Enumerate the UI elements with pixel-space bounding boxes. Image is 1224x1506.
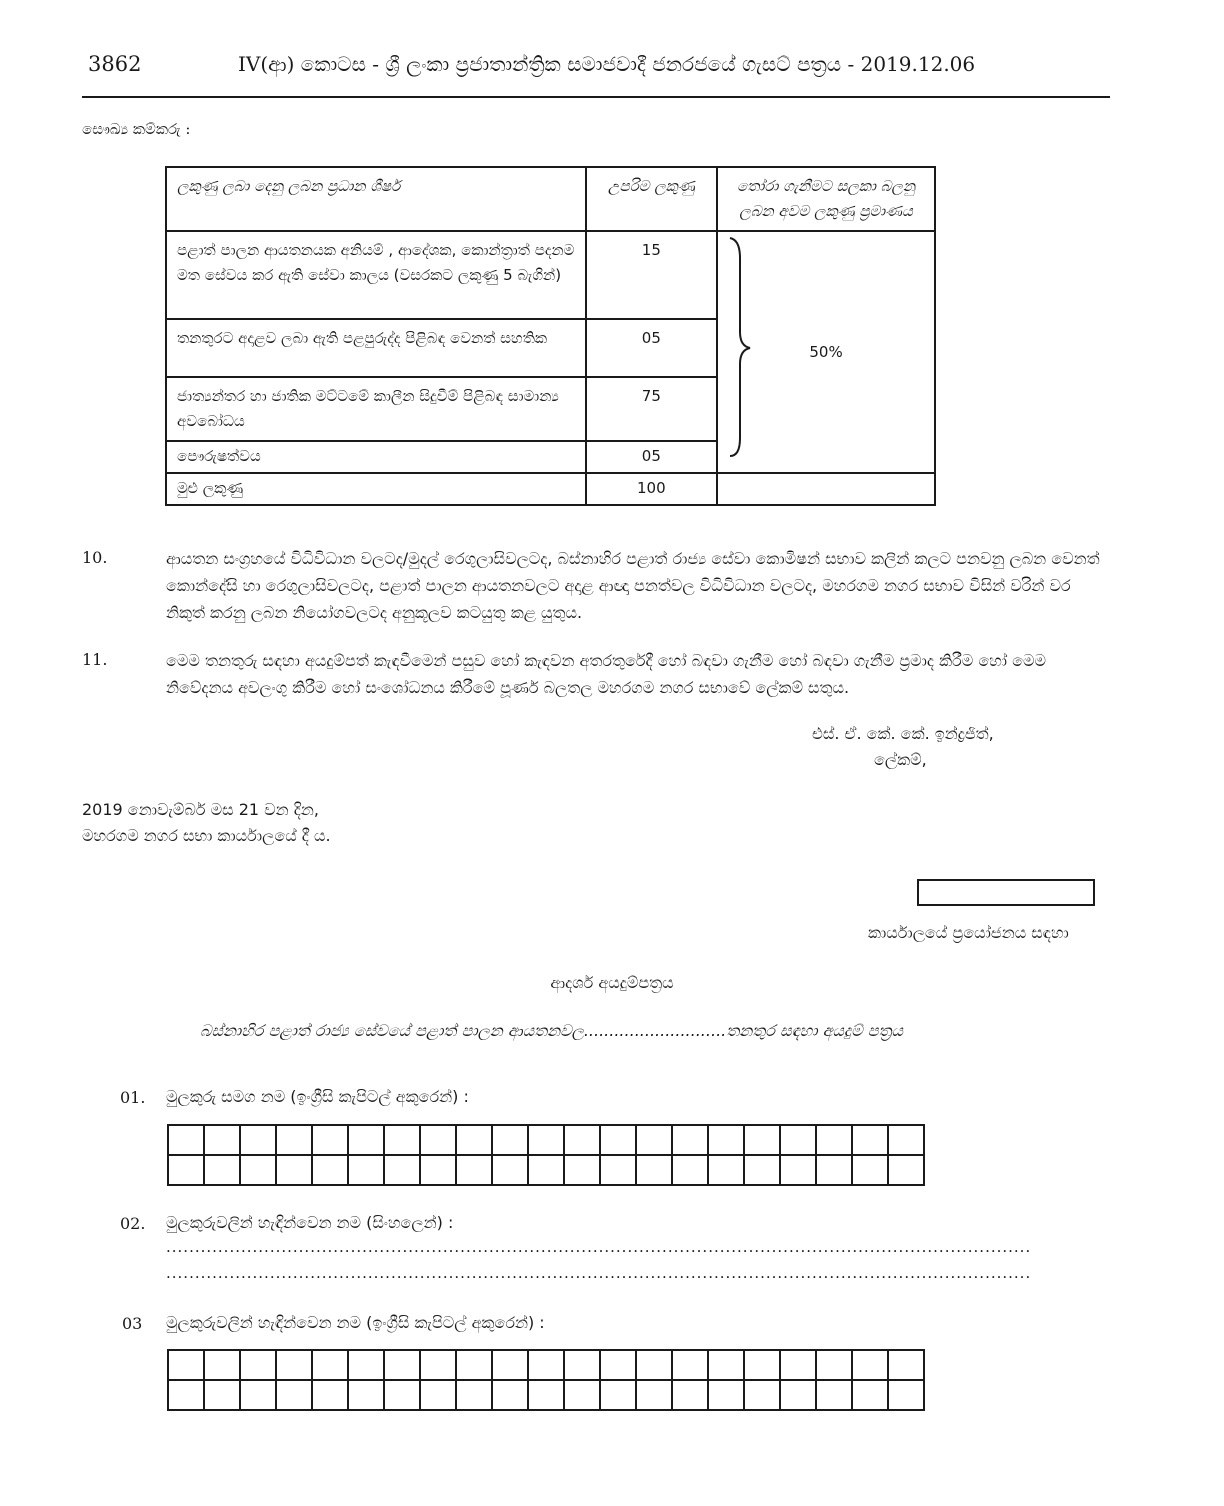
char-box[interactable] [348,1380,384,1410]
char-box[interactable] [672,1155,708,1185]
signatory-name: එස්. ඒ. කේ. කේ. ඉන්ද්‍රජිත්, [812,724,994,743]
char-box[interactable] [240,1125,276,1155]
char-box[interactable] [492,1155,528,1185]
char-box[interactable] [600,1380,636,1410]
char-box[interactable] [744,1125,780,1155]
question-label: මුලකුරුවලින් හැඳින්වෙන නම (සිංහලෙන්) : [166,1213,454,1232]
char-box[interactable] [708,1380,744,1410]
initials-name-english-char-grid[interactable] [167,1349,925,1411]
char-box[interactable] [420,1380,456,1410]
char-box[interactable] [528,1350,564,1380]
table-cell-item: ජාත්‍යන්තර හා ජාතික මට්ටමේ කාලීන සිදුවීම් පිළිබඳ සාමාන්‍ය අවබෝධය [166,377,586,441]
char-box[interactable] [492,1380,528,1410]
char-box[interactable] [456,1380,492,1410]
char-box[interactable] [636,1155,672,1185]
char-box[interactable] [528,1125,564,1155]
char-box[interactable] [312,1350,348,1380]
char-box[interactable] [744,1350,780,1380]
char-box[interactable] [168,1125,204,1155]
char-box[interactable] [672,1380,708,1410]
char-box[interactable] [780,1155,816,1185]
min-percent: 50% [809,342,843,361]
question-number: 03 [122,1314,143,1333]
char-box[interactable] [816,1125,852,1155]
paragraph-text: ආයතන සංග්‍රහයේ විධිවිධාන වලටද/මුදල් රෙගුලාසිවලටද, බස්නාහිර පළාත් රාජ්‍ය සේවා කොමිෂන් සභාව කලින් කලට පනවනු ලබන වෙනත් කොන්දේසි හා රෙගුලාසිවලටද, පළාත් පාලන ආයතනවලට අදාළ ආඥා පනත්වල විධිවිධාන වලටද, මහරගම නගර සභාව විසින් වරින් වර නිකුත් කරනු ලබන නියෝගවලටද අනුකූලව කටයුතු කළ යුතුය. [166,549,1100,622]
question-number: 01. [120,1088,146,1107]
char-box[interactable] [528,1380,564,1410]
dotted-answer-line[interactable]: ...................................................................................................................................................... [166,1264,1032,1282]
char-box[interactable] [816,1350,852,1380]
char-box[interactable] [456,1350,492,1380]
char-box[interactable] [528,1155,564,1185]
char-box[interactable] [780,1350,816,1380]
char-box[interactable] [456,1125,492,1155]
char-box[interactable] [312,1380,348,1410]
paragraph-number: 10. [82,548,108,567]
total-label: මුළු ලකුණු [166,473,586,505]
char-box[interactable] [672,1350,708,1380]
char-box[interactable] [888,1155,924,1185]
char-box[interactable] [168,1155,204,1185]
char-box[interactable] [888,1350,924,1380]
paragraph-number: 11. [82,650,108,669]
form-title: ආදර්ශ අයදුම්පත්‍රය [550,973,674,992]
char-box[interactable] [276,1125,312,1155]
char-box[interactable] [384,1155,420,1185]
char-box[interactable] [204,1125,240,1155]
char-box[interactable] [204,1380,240,1410]
char-box[interactable] [780,1125,816,1155]
char-box[interactable] [744,1380,780,1410]
office-use-label: කාර්යාලයේ ප්‍රයෝජනය සඳහා [868,923,1069,942]
min-marks-cell [717,231,935,473]
char-box[interactable] [888,1380,924,1410]
char-box[interactable] [852,1155,888,1185]
char-box[interactable] [636,1125,672,1155]
char-box[interactable] [888,1125,924,1155]
char-box[interactable] [348,1350,384,1380]
char-box[interactable] [852,1125,888,1155]
char-box[interactable] [240,1380,276,1410]
char-box[interactable] [204,1155,240,1185]
char-box[interactable] [564,1350,600,1380]
total-empty-cell [717,473,935,505]
char-box[interactable] [672,1125,708,1155]
char-box[interactable] [600,1125,636,1155]
grid-row [168,1155,924,1185]
table-cell-item: තනතුරට අදාළව ලබා ඇති පළපුරුද්ද පිළිබඳ වෙනත් සහතික [166,319,586,377]
char-box[interactable] [564,1155,600,1185]
char-box[interactable] [276,1380,312,1410]
char-box[interactable] [852,1350,888,1380]
char-box[interactable] [852,1380,888,1410]
char-box[interactable] [708,1350,744,1380]
char-box[interactable] [276,1155,312,1185]
char-box[interactable] [636,1380,672,1410]
table-cell-max: 05 [586,441,717,473]
table-cell-item: පළාත් පාලන ආයතනයක අනියම් , ආදේශක, කොන්ත්‍රාත් පදනම මත සේවය කර ඇති සේවා කාලය (වසරකට ලකුණු 5 බැගින්) [166,231,586,319]
char-box[interactable] [708,1155,744,1185]
char-box[interactable] [420,1350,456,1380]
table-cell-max: 75 [586,377,717,441]
page-number: 3862 [88,52,142,76]
issue-date: 2019 නොවැම්බර් මස 21 වන දින, [82,800,319,819]
signatory-title: ලේකම්, [874,750,927,769]
char-box[interactable] [780,1380,816,1410]
char-box[interactable] [384,1380,420,1410]
grid-row [168,1380,924,1410]
brace-icon [726,234,756,458]
char-box[interactable] [816,1155,852,1185]
char-box[interactable] [168,1380,204,1410]
table-row [166,231,935,319]
char-box[interactable] [492,1350,528,1380]
char-box[interactable] [384,1125,420,1155]
char-box[interactable] [348,1155,384,1185]
table-header-cell: ලකුණු ලබා දෙනු ලබන ප්‍රධාන ශීර්ෂ [166,167,586,231]
char-box[interactable] [816,1380,852,1410]
char-box[interactable] [204,1350,240,1380]
table-cell-item: පෞරුෂත්වය [166,441,586,473]
char-box[interactable] [240,1155,276,1185]
section-label: සෞඛ්‍ය කම්කරු : [82,120,191,138]
table-cell-max: 15 [586,231,717,319]
grid-row [168,1125,924,1155]
char-box[interactable] [240,1350,276,1380]
paragraph-text: මෙම තනතුරු සඳහා අයදුම්පත් කැඳවීමෙන් පසුව හෝ කැඳවන අතරතුරේදී හෝ බඳවා ගැනීම හෝ බඳවා ගැනීම ප්‍රමාද කිරීම හෝ මෙම නිවේදනය අවලංගු කිරීම හෝ සංශෝධනය කිරීමේ පූර්ණ බලතල මහරගම නගර සභාවේ ලේකම් සතුය. [166,651,1047,697]
dotted-answer-line[interactable]: ...................................................................................................................................................... [166,1238,1032,1256]
question-label: මුලකුරුවලින් හැඳින්වෙන නම (ඉංග්‍රීසි කැපිටල් අකුරෙන්) : [166,1313,545,1332]
grid-row [168,1350,924,1380]
table-header-row [166,167,935,231]
total-value: 100 [586,473,717,505]
question-label: මුලකුරු සමග නම (ඉංග්‍රීසි කැපිටල් අකුරෙන්) : [166,1087,469,1106]
char-box[interactable] [708,1125,744,1155]
char-box[interactable] [456,1155,492,1185]
table-header-cell: උපරිම ලකුණු [586,167,717,231]
table-total-row [166,473,935,505]
table-header-cell: තෝරා ගැනීමට සලකා බලනු ලබන අවම ලකුණු ප්‍රමාණය [717,167,935,231]
char-box[interactable] [600,1350,636,1380]
char-box[interactable] [420,1155,456,1185]
char-box[interactable] [276,1350,312,1380]
char-box[interactable] [600,1155,636,1185]
table-cell-max: 05 [586,319,717,377]
char-box[interactable] [312,1155,348,1185]
char-box[interactable] [420,1125,456,1155]
char-box[interactable] [564,1125,600,1155]
marks-table [165,166,936,506]
gazette-header-title: IV(ආ) කොටස - ශ්‍රී ලංකා ප්‍රජාතාන්ත්‍රික සමාජවාදී ජනරජයේ ගැසට් පත්‍රය - 2019.12.06 [238,52,976,76]
name-english-char-grid[interactable] [167,1124,925,1186]
char-box[interactable] [744,1155,780,1185]
char-box[interactable] [168,1350,204,1380]
char-box[interactable] [492,1125,528,1155]
char-box[interactable] [348,1125,384,1155]
form-subtitle: බස්නාහිර පළාත් රාජ්‍ය සේවයේ පළාත් පාලන ආයතනවල............................තනතුර සඳහා අයදුම් පත්‍රය [200,1021,903,1040]
char-box[interactable] [312,1125,348,1155]
char-box[interactable] [384,1350,420,1380]
char-box[interactable] [564,1380,600,1410]
header-divider [82,96,1110,98]
question-number: 02. [120,1214,146,1233]
char-box[interactable] [636,1350,672,1380]
issue-place: මහරගම නගර සභා කාර්යාලයේ දී ය. [82,826,331,845]
office-use-box[interactable] [917,879,1095,906]
